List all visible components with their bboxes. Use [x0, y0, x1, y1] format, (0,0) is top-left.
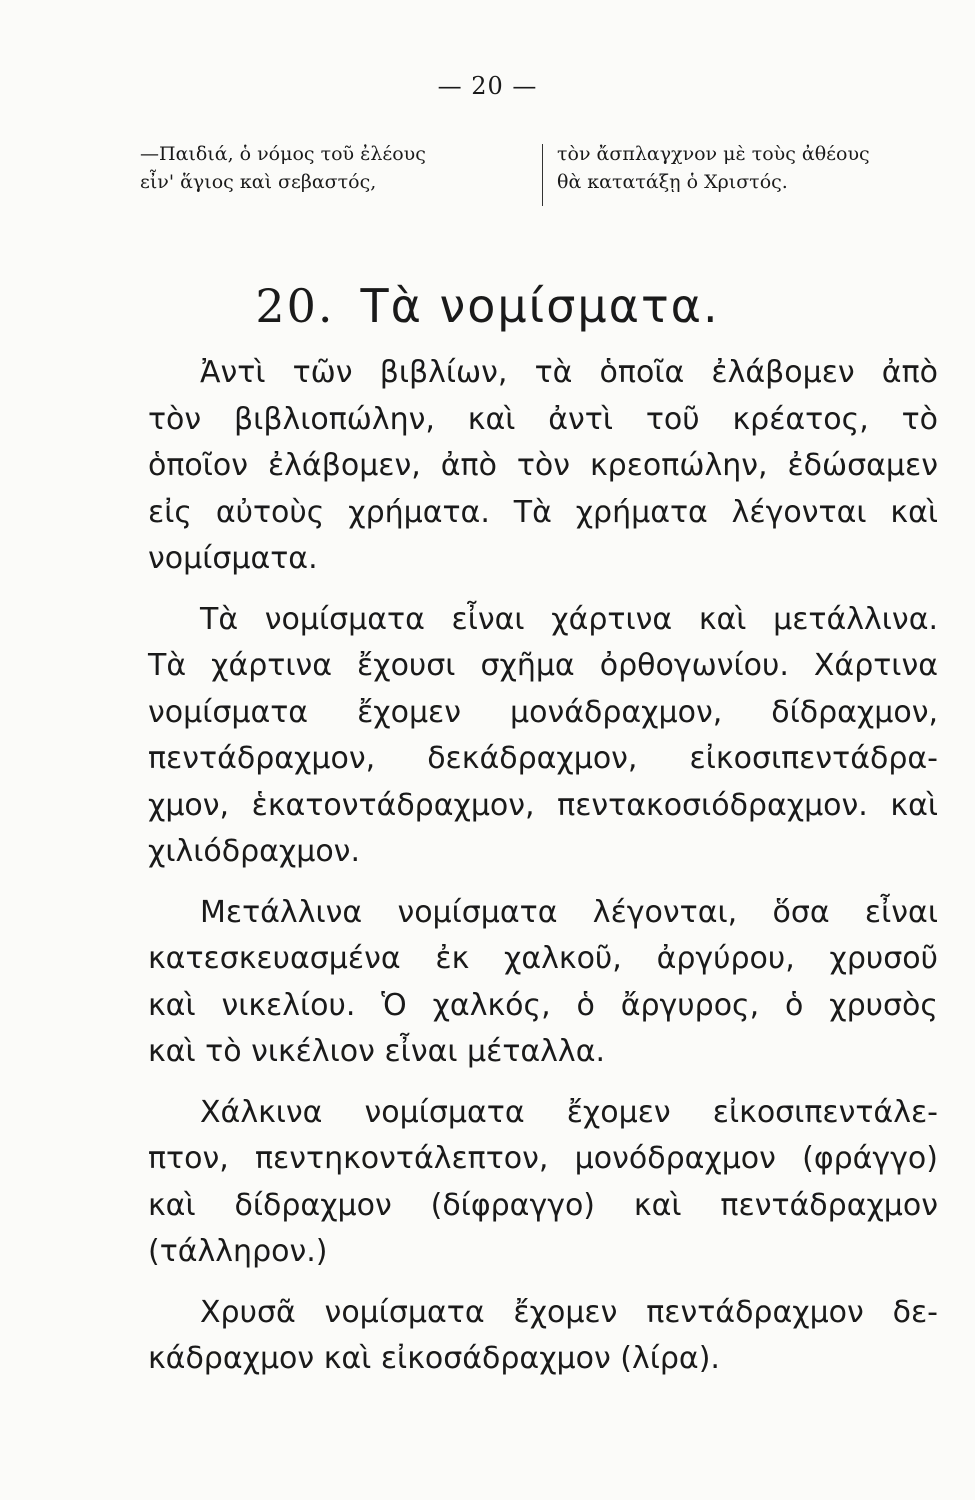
verse-line: τὸν ἄσπλαγχνον μὲ τοὺς ἀθέους — [557, 143, 870, 165]
verse-right-column — [557, 140, 937, 196]
paragraph — [148, 890, 938, 1076]
text-line: χμον, ἑκατοντάδραχμον, πεντακοσιόδραχμον. καὶ — [148, 787, 938, 823]
verse-line: εἶν' ἅγιος καὶ σεβαστός, — [140, 171, 377, 193]
text-line: Χρυσᾶ νομίσματα ἔχομεν πεντάδραχμον δε- — [200, 1294, 938, 1330]
text-line: τὸν βιβλιοπώλην, καὶ ἀντὶ τοῦ κρέατος, τὸ — [148, 401, 938, 437]
page-number: — 20 — — [437, 72, 538, 100]
paragraph — [148, 597, 938, 876]
text-line: κατεσκευασμένα ἐκ χαλκοῦ, ἀργύρου, χρυσοῦ — [148, 941, 938, 976]
chapter-number: 20. — [255, 278, 335, 333]
text-line: νομίσματα ἔχομεν μονάδραχμον, δίδραχμον, — [148, 694, 938, 730]
verse-line: —Παιδιά, ὁ νόμος τοῦ ἐλέους — [140, 143, 426, 165]
chapter-heading: Τὰ νομίσματα. — [360, 278, 720, 333]
text-line: πτον, πεντηκοντάλεπτον, μονόδραχμον (φράγγο) — [148, 1141, 938, 1176]
text-line: Τὰ χάρτινα ἔχουσι σχῆμα ὀρθογωνίου. Χάρτινα — [148, 648, 938, 683]
verse-left-column — [140, 140, 535, 196]
body-text — [148, 350, 938, 1397]
text-line: καὶ τὸ νικέλιον εἶναι μέταλλα. — [148, 1034, 606, 1069]
text-line: καὶ νικελίου. Ὁ χαλκός, ὁ ἄργυρος, ὁ χρυσὸς — [148, 987, 938, 1023]
text-line: κάδραχμον καὶ εἰκοσάδραχμον (λίρα). — [148, 1341, 720, 1376]
text-line: Τὰ νομίσματα εἶναι χάρτινα καὶ μετάλλινα. — [200, 601, 938, 637]
text-line: εἰς αὐτοὺς χρήματα. Τὰ χρήματα λέγονται καὶ — [148, 494, 938, 530]
text-line: Ἀντὶ τῶν βιβλίων, τὰ ὁποῖα ἐλάβομεν ἀπὸ — [200, 355, 938, 390]
paragraph — [148, 1090, 938, 1276]
paragraph — [148, 350, 938, 583]
verse-epigraph — [140, 140, 930, 210]
verse-divider — [542, 144, 543, 206]
verse-line: θὰ κατατάξῃ ὁ Χριστός. — [557, 171, 788, 193]
text-line: καὶ δίδραχμον (δίφραγγο) καὶ πεντάδραχμον — [148, 1187, 938, 1223]
text-line: Μετάλλινα νομίσματα λέγονται, ὅσα εἶναι — [200, 894, 938, 930]
paragraph — [148, 1290, 938, 1383]
text-line: νομίσματα. — [148, 541, 318, 576]
text-line: χιλιόδραχμον. — [148, 834, 360, 869]
chapter-title — [0, 279, 975, 333]
text-line: ὁποῖον ἐλάβομεν, ἀπὸ τὸν κρεοπώλην, ἐδώσαμεν — [148, 448, 938, 483]
text-line: πεντάδραχμον, δεκάδραχμον, εἰκοσιπεντάδρα- — [148, 741, 938, 776]
text-line: (τάλληρον.) — [148, 1234, 328, 1269]
text-line: Χάλκινα νομίσματα ἔχομεν εἰκοσιπεντάλε- — [200, 1094, 938, 1130]
